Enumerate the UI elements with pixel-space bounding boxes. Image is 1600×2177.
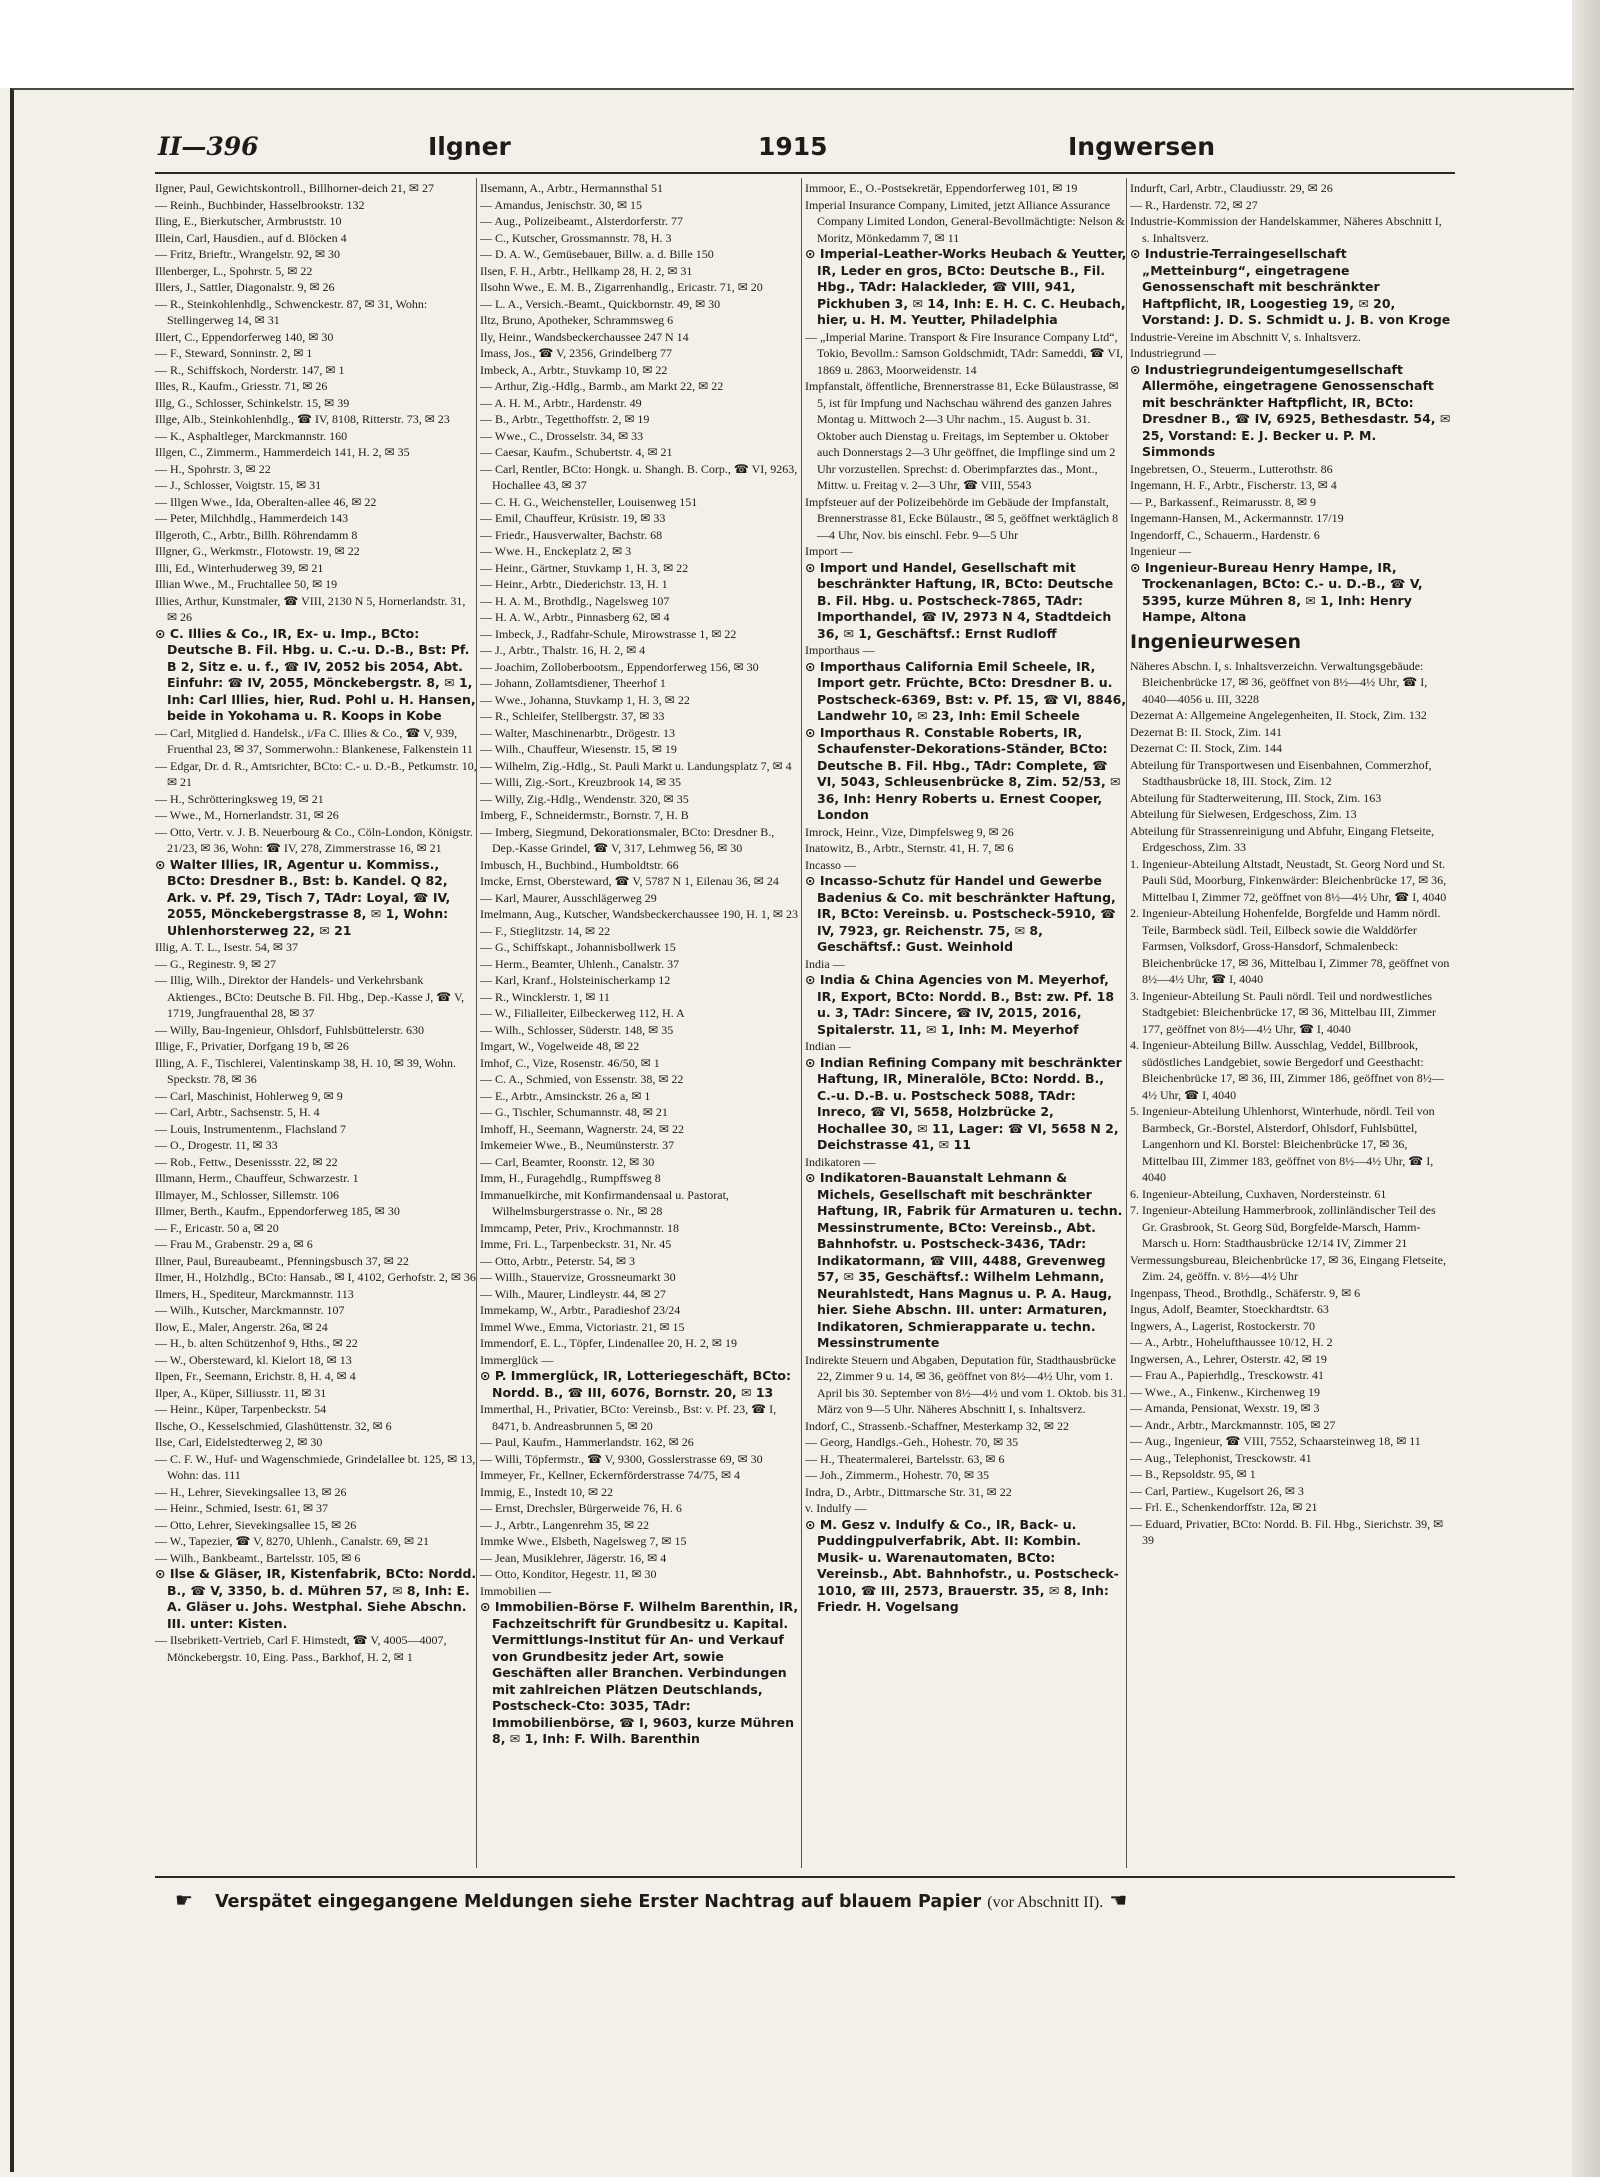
directory-entry: — H. A. M., Brothdlg., Nagelsweg 107 xyxy=(480,593,670,608)
directory-entry: Immel Wwe., Emma, Victoriastr. 21, ✉ 15 xyxy=(480,1319,685,1334)
directory-entry: Imgart, W., Vogelweide 48, ✉ 22 xyxy=(480,1039,640,1053)
directory-entry: — Aug., Polizeibeamt., Alsterdorferstr. 77 xyxy=(480,214,683,228)
directory-entry: 3. Ingenieur-Abteilung St. Pauli nördl. Teil und nordwestliches Stadtgebiet: Bleichenbrücke 17, ✉ 36, Mittelbau III, Zimmer 177, geöffnet von 8½—4½ Uhr, ☎ I, 4040 xyxy=(1130,988,1436,1036)
directory-entry: — P., Barkassenf., Reimarusstr. 8, ✉ 9 xyxy=(1130,494,1317,509)
directory-entry: — Peter, Milchhdlg., Hammerdeich 143 xyxy=(155,511,349,525)
directory-entry: Ily, Heinr., Wandsbeckerchaussee 247 N 14 xyxy=(480,329,689,344)
scan-page-edge xyxy=(1572,0,1600,2177)
column-2 xyxy=(480,180,802,1866)
scan-top-margin xyxy=(0,0,1600,88)
directory-entry: — Aug., Ingenieur, ☎ VIII, 7552, Schaarsteinweg 18, ✉ 11 xyxy=(1130,1434,1421,1448)
directory-entry: Abteilung für Transportwesen und Eisenbahnen, Commerzhof, Stadthausbrücke 18, III. Stock, Zim. 12 xyxy=(1130,757,1432,788)
directory-entry: — Otto, Konditor, Hegestr. 11, ✉ 30 xyxy=(480,1567,657,1581)
directory-entry: — Reinh., Buchbinder, Hasselbrookstr. 132 xyxy=(155,197,365,212)
directory-entry: Illmann, Herm., Chauffeur, Schwarzestr. 1 xyxy=(155,1171,359,1185)
directory-entry: — Karl, Maurer, Ausschlägerweg 29 xyxy=(480,890,657,905)
directory-entry: Ilse, Carl, Eidelstedterweg 2, ✉ 30 xyxy=(155,1435,323,1449)
directory-entry: Ilow, E., Maler, Angerstr. 26a, ✉ 24 xyxy=(155,1319,328,1334)
directory-entry: — Carl, Maschinist, Hohlerweg 9, ✉ 9 xyxy=(155,1088,343,1103)
directory-entry: Import — xyxy=(805,544,853,558)
directory-entry: ⊙ Importhaus California Emil Scheele, IR, Import getr. Früchte, BCto: Dresdner B. u. Postscheck-6369, Bst: v. Pf. 15, ☎ VI, 8846, Landwehr 10, ✉ 23, Inh: Emil Scheele xyxy=(805,658,1127,723)
directory-entry: — Andr., Arbtr., Marckmannstr. 105, ✉ 27 xyxy=(1130,1417,1336,1432)
directory-entry: — Karl, Kranf., Holsteinischerkamp 12 xyxy=(480,973,671,987)
directory-entry: ⊙ Imperial-Leather-Works Heubach & Yeutter, IR, Leder en gros, BCto: Deutsche B., Fil. Hbg., TAdr: Halackleder, ☎ VIII, 941, Pickhuben 3, ✉ 14, Inh: E. H. C. C. Heubach, hier, u. H. M. Yeutter, Philadelphia xyxy=(805,246,1127,327)
directory-entry: — D. A. W., Gemüsebauer, Billw. a. d. Bille 150 xyxy=(480,247,714,261)
directory-entry: Ilsohn Wwe., E. M. B., Zigarrenhandlg., Ericastr. 71, ✉ 20 xyxy=(480,280,763,294)
directory-entry: — Wilh., Chauffeur, Wiesenstr. 15, ✉ 19 xyxy=(480,742,677,756)
directory-entry: Vermessungsbureau, Bleichenbrücke 17, ✉ 36, Eingang Fletseite, Zim. 24, geöffn. v. 8½—4½ Uhr xyxy=(1130,1252,1446,1283)
directory-entry: — R., Wincklerstr. 1, ✉ 11 xyxy=(480,989,610,1004)
directory-entry: Incasso — xyxy=(805,857,856,872)
directory-entry: Immcamp, Peter, Priv., Krochmannstr. 18 xyxy=(480,1220,680,1235)
directory-entry: Abteilung für Stadterweiterung, III. Stock, Zim. 163 xyxy=(1130,790,1382,805)
directory-entry: Imelmann, Aug., Kutscher, Wandsbeckerchaussee 190, H. 1, ✉ 23 xyxy=(480,907,798,921)
directory-entry: — H., Lehrer, Sievekingsallee 13, ✉ 26 xyxy=(155,1484,347,1499)
directory-entry: Immendorf, E. L., Töpfer, Lindenallee 20, H. 2, ✉ 19 xyxy=(480,1336,737,1350)
directory-entry: — Amandus, Jenischstr. 30, ✉ 15 xyxy=(480,197,643,212)
directory-entry: Ingendorff, C., Schauerm., Hardenstr. 6 xyxy=(1130,527,1320,542)
directory-entry: Illian Wwe., M., Fruchtallee 50, ✉ 19 xyxy=(155,577,338,591)
directory-entry: — Heinr., Schmied, Isestr. 61, ✉ 37 xyxy=(155,1501,329,1515)
directory-entry: — Imberg, Siegmund, Dekorationsmaler, BCto: Dresdner B., Dep.-Kasse Grindel, ☎ V, 317, Lehmweg 56, ✉ 30 xyxy=(480,824,775,855)
directory-entry: — C. H. G., Weichensteller, Louisenweg 151 xyxy=(480,494,698,509)
directory-entry: — Wwe., A., Finkenw., Kirchenweg 19 xyxy=(1130,1384,1320,1399)
directory-entry: — Frau M., Grabenstr. 29 a, ✉ 6 xyxy=(155,1237,313,1251)
directory-entry: — Willi, Zig.-Sort., Kreuzbrook 14, ✉ 35 xyxy=(480,775,681,789)
column-3 xyxy=(805,180,1127,1866)
directory-entry: ⊙ Immobilien-Börse F. Wilhelm Barenthin, IR, Fachzeitschrift für Grundbesitz u. Kapital. Vermittlungs-Institut für An- und Verkauf von Grundbesitz jeder Art, sowie Geschäften aller Branchen. Verbindungen mit zahlreichen Plätzen Deutschlands, Postscheck-Cto: 3035, TAdr: Immobilienbörse, ☎ I, 9603, kurze Mühren 8, ✉ 1, Inh: F. Wilh. Barenthin xyxy=(480,1599,799,1746)
directory-entry: ⊙ Industrie-Terraingesellschaft „Metteinburg“, eingetragene Genossenschaft mit beschränkter Haftpflicht, IR, Loogestieg 19, ✉ 20, Vorstand: J. D. S. Schmidt u. J. B. von Kroge xyxy=(1130,246,1451,327)
directory-entry: Illgeroth, C., Arbtr., Billh. Röhrendamm 8 xyxy=(155,527,358,542)
directory-entry: — Carl, Rentler, BCto: Hongk. u. Shangh. B. Corp., ☎ VI, 9263, Hochallee 43, ✉ 37 xyxy=(480,461,798,492)
directory-entry: Imcke, Ernst, Obersteward, ☎ V, 5787 N 1, Eilenau 36, ✉ 24 xyxy=(480,874,779,888)
directory-entry: — Caesar, Kaufm., Schubertstr. 4, ✉ 21 xyxy=(480,445,673,459)
footer-text: Verspätet eingegangene Meldungen siehe Erster Nachtrag auf blauem Papier xyxy=(215,1892,982,1912)
directory-entry: Imme, Fri. L., Tarpenbeckstr. 31, Nr. 45 xyxy=(480,1237,672,1251)
directory-entry: — E., Arbtr., Amsinckstr. 26 a, ✉ 1 xyxy=(480,1088,651,1103)
directory-entry: Imperial Insurance Company, Limited, jetzt Alliance Assurance Company Limited London, General-Bevollmächtigte: Nelson & Moritz, Mönkedamm 7, ✉ 11 xyxy=(805,197,1125,245)
directory-entry: Ingenieur — xyxy=(1130,544,1191,558)
directory-entry: — Frau A., Papierhdlg., Tresckowstr. 41 xyxy=(1130,1368,1325,1382)
directory-entry: Imbusch, H., Buchbind., Humboldtstr. 66 xyxy=(480,857,679,872)
directory-entry: — Herm., Beamter, Uhlenh., Canalstr. 37 xyxy=(480,956,680,971)
directory-entry: Illig, A. T. L., Isestr. 54, ✉ 37 xyxy=(155,940,298,954)
directory-entry: Illers, J., Sattler, Diagonalstr. 9, ✉ 26 xyxy=(155,280,335,294)
directory-entry: 1. Ingenieur-Abteilung Altstadt, Neustadt, St. Georg Nord und St. Pauli Süd, Moorburg, Finkenwärder: Bleichenbrücke 17, ✉ 36, Mittelbau I, Zimmer 72, geöffnet von 8½—4½ Uhr, ☎ I, 4040 xyxy=(1130,856,1447,904)
directory-entry: Imhoff, H., Seemann, Wagnerstr. 24, ✉ 22 xyxy=(480,1121,684,1136)
directory-entry: — Frl. E., Schenkendorffstr. 12a, ✉ 21 xyxy=(1130,1500,1318,1514)
directory-entry: — Eduard, Privatier, BCto: Nordd. B. Fil. Hbg., Sierichstr. 39, ✉ 39 xyxy=(1130,1516,1444,1547)
header-year: 1915 xyxy=(758,132,828,161)
directory-entry: ⊙ Incasso-Schutz für Handel und Gewerbe Badenius & Co. mit beschränkter Haftung, IR, BCto: Vereinsb. u. Postscheck-5910, ☎ IV, 7923, gr. Reichenstr. 75, ✉ 8, Geschäftsf.: Gust. Weinhold xyxy=(805,873,1116,954)
directory-entry: Industrie-Kommission der Handelskammer, Näheres Abschnitt I, s. Inhaltsverz. xyxy=(1130,214,1442,245)
directory-entry: — K., Asphaltleger, Marckmannstr. 160 xyxy=(155,428,348,443)
directory-entry: — H., Spohrstr. 3, ✉ 22 xyxy=(155,461,271,476)
directory-entry: ⊙ India & China Agencies von M. Meyerhof, IR, Export, BCto: Nordd. B., Bst: zw. Pf. 18 u. 3, TAdr: Sincere, ☎ IV, 2015, 2016, Spitalerstr. 11, ✉ 1, Inh: M. Meyerhof xyxy=(805,972,1115,1037)
directory-entry: — Willi, Töpfermstr., ☎ V, 9300, Gosslerstrasse 69, ✉ 30 xyxy=(480,1451,763,1466)
directory-entry: — Carl, Arbtr., Sachsenstr. 5, H. 4 xyxy=(155,1105,320,1119)
directory-entry: Ilsen, F. H., Arbtr., Hellkamp 28, H. 2, ✉ 31 xyxy=(480,263,693,278)
pointing-hand-icon: ☛ xyxy=(175,1888,193,1912)
directory-entry: — Carl, Mitglied d. Handelsk., i/Fa C. Illies & Co., ☎ V, 939, Fruenthal 23, ✉ 37, Sommerwohn.: Blankenese, Falkenstein 11 xyxy=(155,725,473,756)
directory-entry: — Aug., Telephonist, Tresckowstr. 41 xyxy=(1130,1450,1312,1465)
directory-entry: — B., Arbtr., Tegetthoffstr. 2, ✉ 19 xyxy=(480,412,650,426)
directory-entry: Indikatoren — xyxy=(805,1154,876,1169)
directory-entry: — Ernst, Drechsler, Bürgerweide 76, H. 6 xyxy=(480,1501,682,1515)
directory-entry: Immerglück — xyxy=(480,1352,554,1367)
directory-entry: Ingebretsen, O., Steuerm., Lutterothstr. 86 xyxy=(1130,461,1333,476)
directory-entry: Immekamp, W., Arbtr., Paradieshof 23/24 xyxy=(480,1303,681,1317)
directory-entry: Immerthal, H., Privatier, BCto: Vereinsb., Bst: v. Pf. 23, ☎ I, 8471, b. Andreasbrunnen 5, ✉ 20 xyxy=(480,1402,777,1433)
directory-entry: Iltz, Bruno, Apotheker, Schrammsweg 6 xyxy=(480,313,674,327)
directory-entry: Abteilung für Sielwesen, Erdgeschoss, Zim. 13 xyxy=(1130,807,1357,821)
directory-entry: — Willy, Zig.-Hdlg., Wendenstr. 320, ✉ 35 xyxy=(480,791,689,806)
directory-entry: — G., Reginestr. 9, ✉ 27 xyxy=(155,956,277,971)
directory-entry: Impfanstalt, öffentliche, Brennerstrasse 81, Ecke Bülaustrasse, ✉ 5, ist für Impfung und Nachschau während des ganzen Jahres Montag u. Mittwoch 2—3 Uhr nachm., 15. August b. 31. Oktober auch Dienstag u. Freitags, im September u. Oktober auch Donnerstags 2—3 Uhr geöffnet, die Impflinge sind um 2 Uhr vorzustellen. Sprechst: d. Oberimpfarztes das., Mont., Mittw. u. Freitag v. 2—3 Uhr, ☎ VIII, 5543 xyxy=(805,379,1119,492)
directory-entry: Indian — xyxy=(805,1039,851,1053)
directory-entry: — Wilh., Maurer, Lindleystr. 44, ✉ 27 xyxy=(480,1286,666,1301)
footer-tail: (vor Abschnitt II). xyxy=(987,1894,1104,1911)
directory-entry: — R., Schiffskoch, Norderstr. 147, ✉ 1 xyxy=(155,362,345,377)
directory-entry: ⊙ Indian Refining Company mit beschränkter Haftung, IR, Mineralöle, BCto: Nordd. B., C.-u. D.-B. u. Postscheck 5088, TAdr: Inreco, ☎ VI, 5658, Holzbrücke 2, Hochallee 30, ✉ 11, Lager: ☎ VI, 5658 N 2, Deichstrasse 41, ✉ 11 xyxy=(805,1054,1122,1152)
directory-entry: — Imbeck, J., Radfahr-Schule, Mirowstrasse 1, ✉ 22 xyxy=(480,626,737,641)
directory-entry: Immanuelkirche, mit Konfirmandensaal u. Pastorat, Wilhelmsburgerstrasse o. Nr., ✉ 28 xyxy=(480,1187,729,1218)
directory-entry: — F., Steward, Sonninstr. 2, ✉ 1 xyxy=(155,346,313,360)
directory-entry: — L. A., Versich.-Beamt., Quickbornstr. 49, ✉ 30 xyxy=(480,296,721,311)
directory-entry: — J., Schlosser, Voigtstr. 15, ✉ 31 xyxy=(155,478,322,492)
directory-entry: Iling, E., Bierkutscher, Armbruststr. 10 xyxy=(155,214,342,228)
directory-entry: — Wwe., C., Drosselstr. 34, ✉ 33 xyxy=(480,428,644,443)
directory-entry: — A., Arbtr., Hohelufthaussee 10/12, H. 2 xyxy=(1130,1335,1333,1349)
pointing-hand-icon: ☚ xyxy=(1109,1888,1128,1912)
directory-entry: Imkemeier Wwe., B., Neumünsterstr. 37 xyxy=(480,1138,675,1152)
directory-entry: Ingwers, A., Lagerist, Rostockerstr. 70 xyxy=(1130,1318,1315,1333)
directory-entry: — W., Obersteward, kl. Kielort 18, ✉ 13 xyxy=(155,1352,352,1367)
directory-entry: — Louis, Instrumentenm., Flachsland 7 xyxy=(155,1121,346,1136)
directory-entry: 5. Ingenieur-Abteilung Uhlenhorst, Winterhude, nördl. Teil von Barmbeck, Gr.-Borstel, Alsterdorf, Ohlsdorf, Fuhlsbüttel, Langenhorn und Kl. Borstel: Bleichenbrücke 17, ✉ 36, Mittelbau III, Zimmer 183, geöffnet von 8½—4½ Uhr, ☎ I, 4040 xyxy=(1130,1104,1435,1184)
directory-entry: Immobilien — xyxy=(480,1583,551,1598)
directory-entry: Indirekte Steuern und Abgaben, Deputation für, Stadthausbrücke 22, Zimmer 9 u. 14, ✉ 36, geöffnet von 8½—4½ Uhr, vom 1. April bis 30. September von 8½—4½ und vom 1. Oktob. bis 31. März von 9—5 Uhr. Näheres Abschnitt I, s. Inhaltsverz. xyxy=(805,1352,1126,1416)
directory-entry: v. Indulfy — xyxy=(805,1501,867,1515)
directory-entry: — Joh., Zimmerm., Hohestr. 70, ✉ 35 xyxy=(805,1468,990,1482)
directory-entry: — Wilh., Bankbeamt., Bartelsstr. 105, ✉ 6 xyxy=(155,1550,361,1565)
directory-entry: Immke Wwe., Elsbeth, Nagelsweg 7, ✉ 15 xyxy=(480,1534,687,1548)
footer-note xyxy=(175,1888,1455,1918)
directory-entry: — W., Filialleiter, Eilbeckerweg 112, H. A xyxy=(480,1006,685,1020)
directory-entry: — Heinr., Arbtr., Diederichstr. 13, H. 1 xyxy=(480,577,668,591)
directory-entry: ⊙ Ilse & Gläser, IR, Kistenfabrik, BCto: Nordd. B., ☎ V, 3350, b. d. Mühren 57, ✉ 8, Inh: E. A. Gläser u. Johs. Westphal. Siehe Abschn. III. unter: Kisten. xyxy=(155,1566,477,1631)
directory-entry: — Wilhelm, Zig.-Hdlg., St. Pauli Markt u. Landungsplatz 7, ✉ 4 xyxy=(480,758,792,773)
directory-entry: — F., Stieglitzstr. 14, ✉ 22 xyxy=(480,923,611,938)
directory-entry: — W., Tapezier, ☎ V, 8270, Uhlenh., Canalstr. 69, ✉ 21 xyxy=(155,1534,429,1548)
directory-entry: — Willh., Stauervize, Grossneumarkt 30 xyxy=(480,1270,676,1284)
directory-entry: — Paul, Kaufm., Hammerlandstr. 162, ✉ 26 xyxy=(480,1435,694,1449)
directory-entry: India — xyxy=(805,956,845,971)
directory-entry: Immoor, E., O.-Postsekretär, Eppendorferweg 101, ✉ 19 xyxy=(805,181,1078,195)
directory-entry: — A. H. M., Arbtr., Hardenstr. 49 xyxy=(480,395,642,410)
directory-entry: — Willy, Bau-Ingenieur, Ohlsdorf, Fuhlsbüttelerstr. 630 xyxy=(155,1022,425,1037)
directory-entry: — Carl, Beamter, Roonstr. 12, ✉ 30 xyxy=(480,1154,655,1169)
directory-entry: — Arthur, Zig.-Hdlg., Barmb., am Markt 22, ✉ 22 xyxy=(480,379,724,393)
directory-entry: — Illig, Wilh., Direktor der Handels- und Verkehrsbank Aktienges., BCto: Deutsche B. Fil. Hbg., Dep.-Kasse J, ☎ V, 1719, Jungfrauenthal 28, ✉ 37 xyxy=(155,973,465,1020)
directory-entry: Illner, Paul, Bureaubeamt., Pfenningsbusch 37, ✉ 22 xyxy=(155,1253,409,1268)
directory-entry: — Jean, Musiklehrer, Jägerstr. 16, ✉ 4 xyxy=(480,1550,667,1565)
directory-entry: Importhaus — xyxy=(805,643,875,657)
page-number: II—396 xyxy=(158,132,259,161)
directory-entry: — C. A., Schmied, von Essenstr. 38, ✉ 22 xyxy=(480,1072,684,1086)
directory-entry: Illgen, C., Zimmerm., Hammerdeich 141, H. 2, ✉ 35 xyxy=(155,445,410,459)
directory-entry: Imm, H., Furagehdlg., Rumpffsweg 8 xyxy=(480,1171,661,1185)
directory-entry: Illing, A. F., Tischlerei, Valentinskamp 38, H. 10, ✉ 39, Wohn. Speckstr. 78, ✉ 36 xyxy=(155,1055,457,1086)
directory-entry: Immig, E., Instedt 10, ✉ 22 xyxy=(480,1484,614,1499)
directory-entry: — Otto, Lehrer, Sievekingsallee 15, ✉ 26 xyxy=(155,1517,357,1532)
directory-entry: — C. F. W., Huf- und Wagenschmiede, Grindelallee bt. 125, ✉ 13, Wohn: das. 111 xyxy=(155,1451,476,1482)
column-4 xyxy=(1130,180,1452,1866)
directory-entry: — Wilh., Kutscher, Marckmannstr. 107 xyxy=(155,1303,345,1317)
directory-entry: — H., Schrötteringksweg 19, ✉ 21 xyxy=(155,791,324,806)
directory-entry: ⊙ Importhaus R. Constable Roberts, IR, Schaufenster-Dekorations-Ständer, BCto: Deutsche B. Fil. Hbg., TAdr: Complete, ☎ VI, 5043, Schleusenbrücke 8, Zim. 52/53, ✉ 36, Inh: Henry Roberts u. Ernest Cooper, London xyxy=(805,724,1121,822)
directory-entry: Imrock, Heinr., Vize, Dimpfelsweg 9, ✉ 26 xyxy=(805,824,1014,839)
directory-entry: 2. Ingenieur-Abteilung Hohenfelde, Borgfelde und Hamm nördl. Teile, Barmbeck südl. Teil, Eilbeck sowie die Walddörfer Farmsen, Volksdorf, Gross-Hansdorf, Schmalenbeck: Bleichenbrücke 17, ✉ 36, Mittelbau I, Zimmer 78, geöffnet von 8½—4½ Uhr, ☎ I, 4040 xyxy=(1130,906,1450,986)
directory-entry: Abteilung für Strassenreinigung und Abfuhr, Eingang Fletseite, Erdgeschoss, Zim. 33 xyxy=(1130,823,1435,854)
directory-entry: — Otto, Arbtr., Peterstr. 54, ✉ 3 xyxy=(480,1253,636,1268)
directory-entry: Illg, G., Schlosser, Schinkelstr. 15, ✉ 39 xyxy=(155,395,350,410)
directory-entry: — R., Steinkohlenhdlg., Schwenckestr. 87, ✉ 31, Wohn: Stellingerweg 14, ✉ 31 xyxy=(155,296,428,327)
directory-entry: — H., b. alten Schützenhof 9, Hths., ✉ 22 xyxy=(155,1336,358,1350)
directory-entry: Inatowitz, B., Arbtr., Sternstr. 41, H. 7, ✉ 6 xyxy=(805,841,1014,855)
directory-entry: — G., Tischler, Schumannstr. 48, ✉ 21 xyxy=(480,1105,668,1119)
directory-entry: Ingenpass, Theod., Brothdlg., Schäferstr. 9, ✉ 6 xyxy=(1130,1285,1361,1300)
footer-rule xyxy=(155,1876,1455,1878)
directory-entry: Imbeck, A., Arbtr., Stuvkamp 10, ✉ 22 xyxy=(480,362,668,377)
directory-entry: Ingemann, H. F., Arbtr., Fischerstr. 13, ✉ 4 xyxy=(1130,478,1337,492)
directory-entry: — Edgar, Dr. d. R., Amtsrichter, BCto: C.- u. D.-B., Petkumstr. 10, ✉ 21 xyxy=(155,758,477,789)
directory-entry: Indorf, C., Strassenb.-Schaffner, Mesterkamp 32, ✉ 22 xyxy=(805,1418,1069,1433)
directory-entry: Ingemann-Hansen, M., Ackermannstr. 17/19 xyxy=(1130,511,1344,525)
directory-entry: — B., Repsoldstr. 95, ✉ 1 xyxy=(1130,1467,1256,1481)
directory-entry: Illert, C., Eppendorferweg 140, ✉ 30 xyxy=(155,329,334,344)
directory-entry: — Heinr., Gärtner, Stuvkamp 1, H. 3, ✉ 22 xyxy=(480,560,689,575)
directory-entry: Imass, Jos., ☎ V, 2356, Grindelberg 77 xyxy=(480,346,672,360)
directory-entry: — Emil, Chauffeur, Krüsistr. 19, ✉ 33 xyxy=(480,511,666,525)
directory-entry: Indurft, Carl, Arbtr., Claudiusstr. 29, ✉ 26 xyxy=(1130,181,1333,195)
column-1 xyxy=(155,180,477,1866)
directory-entry: — C., Kutscher, Grossmannstr. 78, H. 3 xyxy=(480,230,672,245)
directory-entry: — Johann, Zollamtsdiener, Theerhof 1 xyxy=(480,676,666,690)
directory-entry: — Illgen Wwe., Ida, Oberalten-allee 46, ✉ 22 xyxy=(155,494,377,509)
directory-entry: Illi, Ed., Winterhuderweg 39, ✉ 21 xyxy=(155,560,324,575)
directory-entry: — Joachim, Zolloberbootsm., Eppendorferweg 156, ✉ 30 xyxy=(480,659,759,674)
directory-entry: Imberg, F., Schneidermstr., Bornstr. 7, H. B xyxy=(480,808,689,822)
directory-entry: ⊙ P. Immerglück, IR, Lotteriegeschäft, BCto: Nordd. B., ☎ III, 6076, Bornstr. 20, ✉ 13 xyxy=(480,1368,791,1400)
directory-entry: — R., Schleifer, Stellbergstr. 37, ✉ 33 xyxy=(480,709,665,723)
directory-entry: — Wwe., M., Hornerlandstr. 31, ✉ 26 xyxy=(155,808,339,822)
directory-entry: ⊙ M. Gesz v. Indulfy & Co., IR, Back- u. Puddingpulverfabrik, Abt. II: Kombin. Musik- u. Warenautomaten, BCto: Vereinsb., Abt. Bahnhofstr., u. Postscheck-1010, ☎ III, 2573, Brauerstr. 35, ✉ 8, Inh: Friedr. H. Vogelsang xyxy=(805,1516,1119,1614)
directory-entry: Dezernat B: II. Stock, Zim. 141 xyxy=(1130,724,1282,739)
directory-entry: — R., Hardenstr. 72, ✉ 27 xyxy=(1130,197,1258,212)
directory-entry: Illies, Arthur, Kunstmaler, ☎ VIII, 2130 N 5, Hornerlandstr. 31, ✉ 26 xyxy=(155,593,466,624)
directory-entry: Ingenieurwesen xyxy=(1130,630,1302,653)
directory-entry: ⊙ Import und Handel, Gesellschaft mit beschränkter Haftung, IR, BCto: Deutsche B. Fil. Hbg. u. Postscheck-7865, TAdr: Importhandel, ☎ IV, 2973 N 4, Stadtdeich 36, ✉ 1, Geschäftsf.: Ernst Rudloff xyxy=(805,559,1114,641)
directory-entry: Ingus, Adolf, Beamter, Stoeckhardtstr. 63 xyxy=(1130,1302,1329,1316)
directory-entry: Illes, R., Kaufm., Griesstr. 71, ✉ 26 xyxy=(155,379,328,393)
directory-entry: Industriegrund — xyxy=(1130,346,1216,360)
directory-entry: — F., Ericastr. 50 a, ✉ 20 xyxy=(155,1220,279,1235)
directory-entry: Illmayer, M., Schlosser, Sillemstr. 106 xyxy=(155,1187,340,1202)
directory-entry: 6. Ingenieur-Abteilung, Cuxhaven, Nordersteinstr. 61 xyxy=(1130,1186,1387,1201)
directory-entry: Illein, Carl, Hausdien., auf d. Blöcken 4 xyxy=(155,230,347,245)
directory-entry: Ingwersen, A., Lehrer, Osterstr. 42, ✉ 19 xyxy=(1130,1351,1327,1366)
header-first-word: Ilgner xyxy=(428,132,511,161)
directory-entry: — J., Arbtr., Thalstr. 16, H. 2, ✉ 4 xyxy=(480,643,646,657)
directory-entry: — J., Arbtr., Langenrehm 35, ✉ 22 xyxy=(480,1517,650,1532)
directory-entry: — Wwe. H., Enckeplatz 2, ✉ 3 xyxy=(480,544,632,558)
directory-entry: ⊙ Walter Illies, IR, Agentur u. Kommiss., BCto: Dresdner B., Bst: b. Kandel. Q 82, Ark. v. Pf. 29, Tisch 7, TAdr: Loyal, ☎ IV, 2055, Mönckebergstrasse 8, ✉ 1, Wohn: Uhlenhorsterweg 22, ✉ 21 xyxy=(155,856,451,938)
directory-entry: — Amanda, Pensionat, Wexstr. 19, ✉ 3 xyxy=(1130,1401,1320,1415)
directory-entry: Näheres Abschn. I, s. Inhaltsverzeichn. Verwaltungsgebäude: Bleichenbrücke 17, ✉ 36, geöffnet von 8½—4½ Uhr, ☎ I, 4040—4056 u. III, 3228 xyxy=(1130,658,1428,706)
header-last-word: Ingwersen xyxy=(1068,132,1216,161)
directory-entry: — H., Theatermalerei, Bartelsstr. 63, ✉ 6 xyxy=(805,1451,1005,1466)
directory-entry: 7. Ingenieur-Abteilung Hammerbrook, zollinländischer Teil des Gr. Grasbrook, St. Georg Süd, Borgfelde-Marsch, Hamm-Marsch u. Horn: Stadthausbrücke 12/14 IV, Zimmer 21 xyxy=(1130,1203,1436,1250)
directory-entry: — Rob., Fettw., Desenissstr. 22, ✉ 22 xyxy=(155,1154,338,1169)
directory-entry: ⊙ C. Illies & Co., IR, Ex- u. Imp., BCto: Deutsche B. Fil. Hbg. u. C.-u. D.-B., Bst: Pf. B 2, Sitz e. u. f., ☎ IV, 2052 bis 2054, Abt. Einfuhr: ☎ IV, 2055, Mönckebergstr. 8, ✉ 1, Inh: Carl Illies, hier, Rud. Pohl u. H. Hansen, beide in Yokohama u. R. Koops in Kobe xyxy=(155,625,476,723)
directory-entry: — Wwe., Johanna, Stuvkamp 1, H. 3, ✉ 22 xyxy=(480,692,690,707)
directory-entry: — O., Drogestr. 11, ✉ 33 xyxy=(155,1138,278,1152)
directory-entry: Immeyer, Fr., Kellner, Eckernförderstrasse 74/75, ✉ 4 xyxy=(480,1468,741,1482)
directory-entry: — H. A. W., Arbtr., Pinnasberg 62, ✉ 4 xyxy=(480,610,670,624)
directory-entry: — G., Schiffskapt., Johannisbollwerk 15 xyxy=(480,940,676,954)
page-header xyxy=(158,132,1458,166)
directory-entry: Ilmers, H., Spediteur, Marckmannstr. 113 xyxy=(155,1286,354,1301)
directory-entry: Ilper, A., Küper, Silliusstr. 11, ✉ 31 xyxy=(155,1385,327,1400)
directory-entry: — Wilh., Schlosser, Süderstr. 148, ✉ 35 xyxy=(480,1022,674,1037)
directory-entry: Ilmer, H., Holzhdlg., BCto: Hansab., ✉ I, 4102, Gerhofstr. 2, ✉ 36 xyxy=(155,1270,476,1284)
directory-entry: — Ilsebrikett-Vertrieb, Carl F. Himstedt, ☎ V, 4005—4007, Mönckebergstr. 10, Eing. Pass., Barkhof, H. 2, ✉ 1 xyxy=(155,1633,447,1664)
directory-entry: — „Imperial Marine. Transport & Fire Insurance Company Ltd“, Tokio, Bevollm.: Samson Goldschmidt, TAdr: Sameddi, ☎ VI, 1869 u. 2863, Moorweidenstr. 14 xyxy=(805,329,1124,377)
directory-entry: — Otto, Vertr. v. J. B. Neuerbourg & Co., Cöln-London, Königstr. 21/23, ✉ 36, Wohn: ☎ IV, 278, Zimmerstrasse 16, ✉ 21 xyxy=(155,824,473,855)
directory-entry: Industrie-Vereine im Abschnitt V, s. Inhaltsverz. xyxy=(1130,329,1361,344)
directory-entry: — Fritz, Brieftr., Wrangelstr. 92, ✉ 30 xyxy=(155,247,340,261)
directory-entry: Ilpen, Fr., Seemann, Erichstr. 8, H. 4, ✉ 4 xyxy=(155,1369,356,1383)
directory-entry: Ilsemann, A., Arbtr., Hermannsthal 51 xyxy=(480,181,663,195)
header-rule xyxy=(155,172,1455,174)
directory-entry: Dezernat A: Allgemeine Angelegenheiten, II. Stock, Zim. 132 xyxy=(1130,708,1427,722)
directory-entry: Indra, D., Arbtr., Dittmarsche Str. 31, ✉ 22 xyxy=(805,1484,1012,1499)
directory-entry: Imhof, C., Vize, Rosenstr. 46/50, ✉ 1 xyxy=(480,1055,660,1070)
directory-entry: Illmer, Berth., Kaufm., Eppendorferweg 185, ✉ 30 xyxy=(155,1204,400,1218)
directory-entry: Illgner, G., Werkmstr., Flotowstr. 19, ✉ 22 xyxy=(155,544,360,558)
directory-entry: ⊙ Indikatoren-Bauanstalt Lehmann & Michels, Gesellschaft mit beschränkter Haftung, IR, Fabrik für Armaturen u. techn. Messinstrumente, BCto: Vereinsb., Abt. Bahnhofstr. u. Postscheck-3436, TAdr: Indikatormann, ☎ VIII, 4488, Grevenweg 57, ✉ 35, Geschäftsf.: Wilhelm Lehmann, Neurahlstedt, Hans Magnus u. P. A. Haug, hier. Siehe Abschn. III. unter: Armaturen, Indikatoren, Schmierapparate u. techn. Messinstrumente xyxy=(805,1170,1123,1350)
directory-entry: — Friedr., Hausverwalter, Bachstr. 68 xyxy=(480,527,663,542)
directory-entry: — Georg, Handlgs.-Geh., Hohestr. 70, ✉ 35 xyxy=(805,1435,1019,1449)
directory-entry: Dezernat C: II. Stock, Zim. 144 xyxy=(1130,741,1282,755)
directory-entry: Illenberger, L., Spohrstr. 5, ✉ 22 xyxy=(155,263,313,278)
directory-entry: Illige, F., Privatier, Dorfgang 19 b, ✉ 26 xyxy=(155,1039,349,1053)
directory-entry: ⊙ Industriegrundeigentumgesellschaft Allermöhe, eingetragene Genossenschaft mit beschränkter Haftpflicht, IR, BCto: Dresdner B., ☎ IV, 6925, Bethesdastr. 54, ✉ 25, Vorstand: E. J. Becker u. P. M. Simmonds xyxy=(1130,361,1451,459)
directory-entry: — Walter, Maschinenarbtr., Drögestr. 13 xyxy=(480,725,675,740)
directory-entry: Ilsche, O., Kesselschmied, Glashüttenstr. 32, ✉ 6 xyxy=(155,1418,392,1433)
directory-entry: Ilgner, Paul, Gewichtskontroll., Billhorner-deich 21, ✉ 27 xyxy=(155,181,434,195)
directory-entry: Illge, Alb., Steinkohlenhdlg., ☎ IV, 8108, Ritterstr. 73, ✉ 23 xyxy=(155,412,450,426)
directory-entry: 4. Ingenieur-Abteilung Billw. Ausschlag, Veddel, Billbrook, südöstliches Landgebiet, sowie Bergedorf und Geesthacht: Bleichenbrücke 17, ✉ 36, III, Zimmer 186, geöffnet von 8½—4½ Uhr, ☎ I, 4040 xyxy=(1130,1038,1444,1102)
directory-entry: — Heinr., Küper, Tarpenbeckstr. 54 xyxy=(155,1402,327,1416)
directory-entry: — Carl, Partiew., Kugelsort 26, ✉ 3 xyxy=(1130,1483,1304,1498)
directory-entry: Impfsteuer auf der Polizeibehörde im Gebäude der Impfanstalt, Brennerstrasse 81, Ecke Bülaustr., ✉ 5, geöffnet werktäglich 8—4 Uhr, Nov. bis einschl. Febr. 9—5 Uhr xyxy=(805,494,1119,542)
directory-entry: ⊙ Ingenieur-Bureau Henry Hampe, IR, Trockenanlagen, BCto: C.- u. D.-B., ☎ V, 5395, kurze Mühren 8, ✉ 1, Inh: Henry Hampe, Altona xyxy=(1130,559,1423,624)
